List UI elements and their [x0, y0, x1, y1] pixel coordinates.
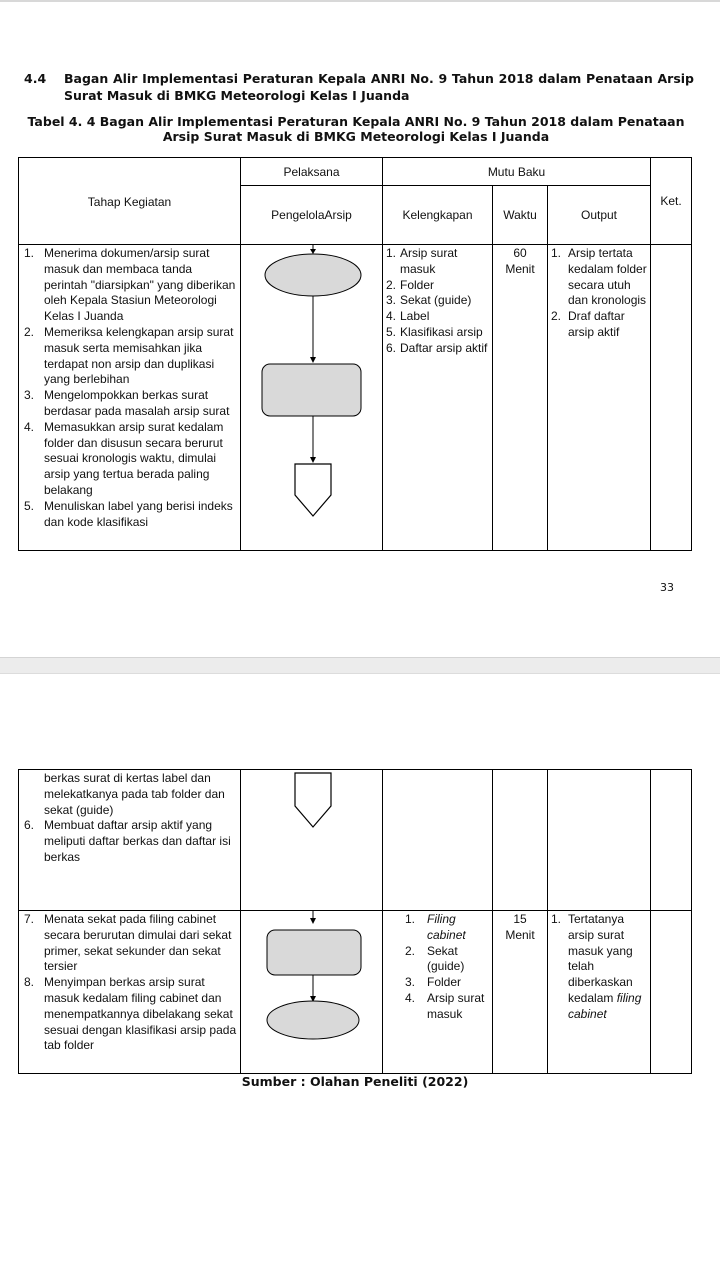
flowchart-row3: [241, 911, 382, 1073]
flow-process: [267, 930, 361, 975]
source-note: Sumber : Olahan Peneliti (2022): [241, 1074, 469, 1089]
header-kelengkapan: Kelengkapan: [402, 208, 473, 222]
flow-offpage-connector: [295, 773, 331, 827]
output-item: 2. Draf daftar arsip aktif: [551, 309, 625, 339]
row2-steps: [24, 771, 238, 866]
header-pengelola-arsip: PengelolaArsip: [271, 208, 352, 222]
row1-steps: [24, 246, 238, 530]
row3-kelengkapan: [405, 912, 491, 1023]
flow-arrow: [310, 296, 316, 363]
flow-arrow: [310, 911, 316, 924]
header-pelaksana: Pelaksana: [283, 165, 340, 179]
flow-arrow: [310, 416, 316, 463]
table-caption-line2: Arsip Surat Masuk di BMKG Meteorologi Kelas I Juanda: [162, 129, 550, 144]
step-item: 7. Menata sekat pada filing cabinet secara berurutan dimulai dari sekat primer, sekat sekunder dan sekat tersier: [24, 912, 232, 974]
step-item: 2. Memeriksa kelengkapan arsip surat masuk serta memisahkan jika terdapat non arsip dan duplikasi yang berlebihan: [24, 324, 234, 387]
flow-process: [262, 364, 361, 416]
step-item: 1. Menerima dokumen/arsip surat masuk dan membaca tanda perintah "diarsipkan" yang diberikan oleh Kepala Stasiun Meteorologi Kelas I Juanda: [24, 246, 236, 324]
table-caption: [20, 114, 692, 144]
kelengkapan-item: 3. Folder: [405, 975, 462, 990]
page-separator: [0, 657, 720, 674]
step-item: 6. Membuat daftar arsip aktif yang meliputi daftar berkas dan daftar isi berkas: [24, 818, 231, 864]
step-continuation: berkas surat di kertas label dan melekatkanya pada tab folder dan sekat (guide): [44, 771, 225, 817]
header-output: Output: [580, 208, 618, 222]
output-item: 1. Arsip tertata kedalam folder secara utuh dan kronologis: [551, 246, 647, 308]
row3-steps: [24, 912, 238, 1054]
row3-output: [551, 912, 649, 1023]
header-tahap-kegiatan: Tahap Kegiatan: [87, 195, 172, 209]
kelengkapan-item: 2. Folder: [386, 277, 435, 292]
flow-arrow: [310, 245, 316, 254]
kelengkapan-item: 4. Label: [386, 309, 430, 324]
kelengkapan-item: 1. Arsip surat masuk: [386, 246, 458, 276]
row1-waktu: 60 Menit: [505, 246, 535, 276]
flowchart-row1: [241, 245, 382, 550]
header-waktu: Waktu: [503, 208, 537, 222]
kelengkapan-item: 2. Sekat (guide): [405, 943, 465, 974]
kelengkapan-item: 4. Arsip surat masuk: [405, 990, 485, 1021]
kelengkapan-item: 3. Sekat (guide): [386, 293, 472, 308]
row1-output: [551, 246, 649, 341]
flow-terminator-start: [265, 254, 361, 296]
output-item: 1. Tertatanya arsip surat masuk yang telah diberkaskan kedalam filing cabinet: [551, 912, 642, 1021]
section-title: Bagan Alir Implementasi Peraturan Kepala ANRI No. 9 Tahun 2018 dalam Penataan Arsip Surat Masuk di BMKG Meteorologi Kelas I Juanda: [64, 71, 694, 103]
kelengkapan-item: 6. Daftar arsip aktif: [386, 340, 488, 355]
row1-kelengkapan: [386, 246, 491, 357]
section-number: 4.4: [24, 71, 47, 86]
header-ket: Ket.: [660, 194, 682, 208]
flow-arrow: [310, 975, 316, 1002]
step-item: 3. Mengelompokkan berkas surat berdasar pada masalah arsip surat: [24, 388, 230, 418]
step-item: 5. Menuliskan label yang berisi indeks dan kode klasifikasi: [24, 498, 233, 529]
row3-waktu: 15 Menit: [505, 912, 535, 942]
kelengkapan-item: 5. Klasifikasi arsip: [386, 324, 483, 339]
table-caption-line1: Tabel 4. 4 Bagan Alir Implementasi Peraturan Kepala ANRI No. 9 Tahun 2018 dalam Penataan: [27, 114, 685, 129]
flow-terminator-end: [267, 1001, 359, 1039]
header-mutu-baku: Mutu Baku: [487, 165, 546, 179]
flow-offpage-connector: [295, 464, 331, 516]
kelengkapan-item: 1. Filing cabinet: [405, 912, 466, 942]
step-item: 8. Menyimpan berkas arsip surat masuk kedalam filing cabinet dan menempatkannya dibelakang sekat sesuai dengan klasifikasi arsip pada tab folder: [24, 975, 237, 1053]
flowchart-row2: [241, 770, 382, 910]
step-item: 4. Memasukkan arsip surat kedalam folder dan disusun secara berurut sesuai kronologis waktu, dimulai arsip yang tertua berada paling belakang: [24, 419, 224, 497]
page-number: 33: [660, 581, 674, 594]
